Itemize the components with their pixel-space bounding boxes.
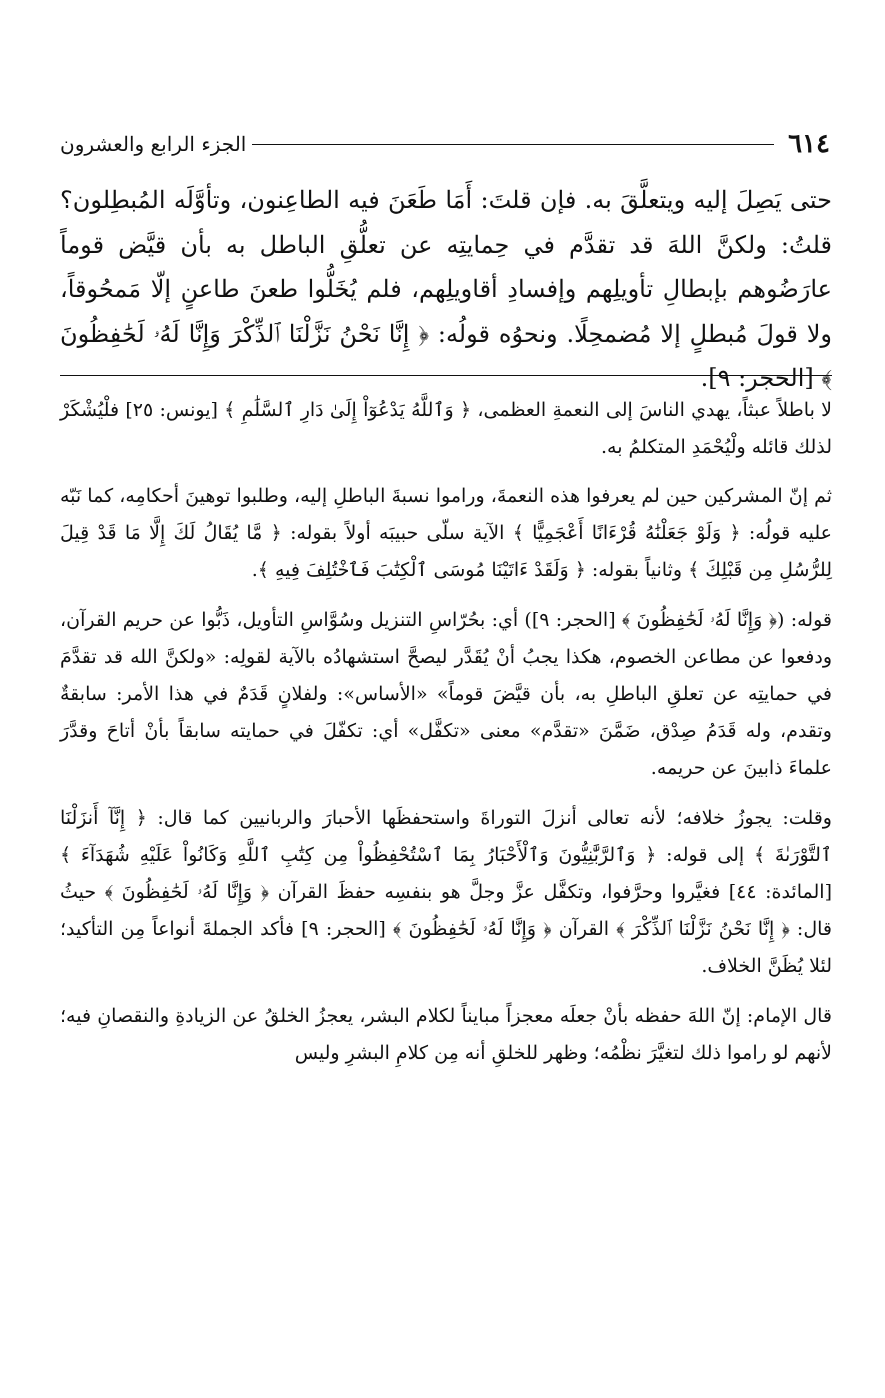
commentary-paragraph: قوله: (﴿ وَإِنَّا لَهُۥ لَحَٰفِظُونَ ﴾ [الحجر: ٩]) أي: بحُرّاسِ التنزيل وسُوَّاسِ التأويل، ذَبُّوا عن حريم القرآن، ودفعوا عن مطاعن الخصوم، هكذا يجبُ أنْ يُقَدَّر ليصحَّ استشهادُه بالآية لقولِه: «ولكنَّ الله قد تقدَّمَ في حمايتِه عن تعلقِ الباطلِ به، بأن قيَّضَ قوماً» «الأساس»: ولفلانٍ قَدَمٌ في هذا الأمر: سابقةٌ وتقدم، وله قَدَمُ صِدْق، ضَمَّنَ «تقدَّم» معنى «تكفَّل» أي: تكفّلَ في حمايته سابقاً بأنْ أتاحَ وقدَّرَ علماءَ ذابينَ عن حريمه. bbox=[60, 609, 832, 779]
page-number: ٦١٤ bbox=[788, 129, 830, 159]
running-title: الجزء الرابع والعشرون bbox=[60, 132, 247, 156]
commentary-paragraph: قال الإمام: إنّ اللهَ حفظه بأنْ جعلَه معجزاً مبايناً لكلام البشر، يعجزُ الخلقُ عن الزيادةِ والنقصانِ فيه؛ لأنهم لو راموا ذلك لتغيَّرَ نظْمُه؛ وظهر للخلقِ أنه مِن كلامِ البشرِ وليس bbox=[60, 1005, 832, 1064]
running-header bbox=[60, 128, 830, 160]
commentary-paragraph: وقلت: يجوزُ خلافه؛ لأنه تعالى أنزلَ التوراةَ واستحفظَها الأحبارَ والربانيين كما قال: ﴿ إِنَّآ أَنزَلْنَا ٱلتَّوْرَىٰةَ ﴾ إلى قوله: ﴿ وَٱلرَّبَّٰنِيُّونَ وَٱلْأَحْبَارُ بِمَا ٱسْتُحْفِظُواْ مِن كِتَٰبِ ٱللَّهِ وَكَانُواْ عَلَيْهِ شُهَدَآءَ ﴾ [المائدة: ٤٤] فغيَّروا وحرَّفوا، وتكفَّل عزَّ وجلَّ هو بنفسِه حفظَ القرآن ﴿ وَإِنَّا لَهُۥ لَحَٰفِظُونَ ﴾ حيثُ قال: ﴿ إِنَّا نَحْنُ نَزَّلْنَا ٱلذِّكْرَ ﴾ القرآن ﴿ وَإِنَّا لَهُۥ لَحَٰفِظُونَ ﴾ [الحجر: ٩] فأكد الجملةَ أنواعاً مِن التأكيد؛ لئلا يُظَنَّ الخلاف. bbox=[60, 807, 832, 977]
commentary-paragraph: لا باطلاً عبثاً، يهدي الناسَ إلى النعمةِ العظمى، ﴿ وَٱللَّهُ يَدْعُوٓاْ إِلَىٰ دَارِ ٱلسَّلَٰمِ ﴾ [يونس: ٢٥] فلْيُشْكَرْ لذلك قائله ولْيُحْمَدِ المتكلمُ به. bbox=[60, 399, 833, 458]
header-rule bbox=[252, 144, 774, 145]
commentary-block bbox=[60, 392, 832, 1085]
main-text-block bbox=[60, 178, 832, 401]
main-paragraph: حتى يَصِلَ إليه ويتعلَّقَ به. فإن قلتَ: أَمَا طَعَنَ فيه الطاعِنون، وتأوَّلَه المُبطِلون؟ قلتُ: ولكنَّ اللهَ قد تقدَّم في حِمايتِه عن تعلُّقِ الباطل به بأن قيَّض قوماً عارَضُوهم بإبطالِ تأويلِهم وإفسادِ أقاويلِهم، فلم يُخَلُّوا طعنَ طاعنٍ إلّا مَمحُوقاً، ولا قولَ مُبطلٍ إلا مُضمحِلًا. ونحوُه قولُه: ﴿ إِنَّا نَحْنُ نَزَّلْنَا ٱلذِّكْرَ وَإِنَّا لَهُۥ لَحَٰفِظُونَ ﴾ [الحجر: ٩]. bbox=[60, 186, 832, 392]
commentary-paragraph: ثم إنّ المشركين حين لم يعرفوا هذه النعمةَ، وراموا نسبةَ الباطلِ إليه، وطلبوا توهينَ أحكامِه، كما نَبّه عليه قولُه: ﴿ وَلَوْ جَعَلْنَٰهُ قُرْءَانًا أَعْجَمِيًّا ﴾ الآية سلّى حبيبَه أولاً بقوله: ﴿ مَّا يُقَالُ لَكَ إِلَّا مَا قَدْ قِيلَ لِلرُّسُلِ مِن قَبْلِكَ ﴾ وثانياً بقوله: ﴿ وَلَقَدْ ءَاتَيْنَا مُوسَى ٱلْكِتَٰبَ فَٱخْتُلِفَ فِيهِ ﴾. bbox=[60, 485, 832, 581]
footnote-divider bbox=[60, 375, 832, 376]
